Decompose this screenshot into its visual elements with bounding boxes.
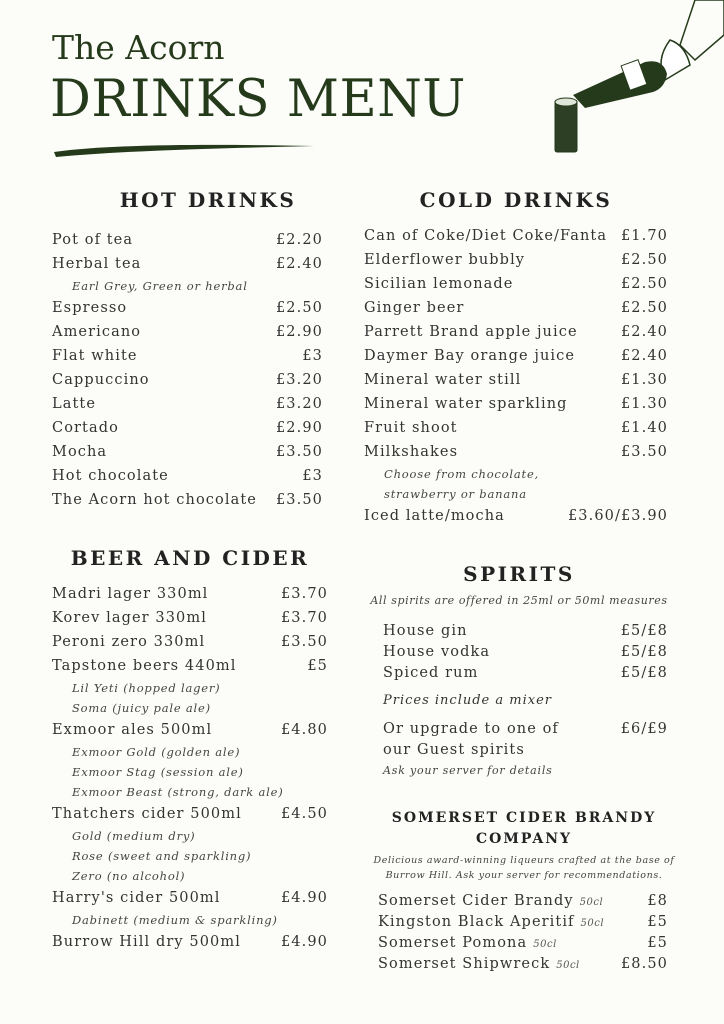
item-name: Ginger beer [364,300,465,316]
menu-item [364,344,668,368]
item-name: House vodka [383,644,491,660]
menu-item-label [52,606,207,630]
item-price: £3.50 [275,492,323,508]
menu-item [52,252,323,276]
menu-item [52,886,328,910]
menu-item-label [364,224,607,248]
item-description: Exmoor Beast (strong, dark ale) [72,785,284,799]
item-name: Pot of tea [52,232,134,248]
menu-item-label [52,416,119,440]
item-name: Peroni zero 330ml [52,634,206,650]
menu-item [364,416,668,440]
item-name: Thatchers cider 500ml [52,806,242,822]
item-name: Herbal tea [52,256,142,272]
item-description: Zero (no alcohol) [72,869,186,883]
menu-item [52,606,328,630]
menu-item-label [52,368,150,392]
item-name: Daymer Bay orange juice [364,348,576,364]
menu-item [52,368,323,392]
menu-item-label [52,802,242,826]
spirits-measure-note: All spirits are offered in 25ml or 50ml measures [370,594,668,607]
menu-item [364,392,668,416]
menu-item [378,954,668,975]
menu-item [364,224,668,248]
item-size: 50cl [533,939,557,950]
menu-item [364,320,668,344]
menu-item-label [378,954,580,975]
menu-item-label [52,252,141,276]
item-name: Latte [52,396,97,412]
ask-server-note: Ask your server for details [383,764,553,777]
item-price: £8.50 [620,956,668,972]
item-name: Tapstone beers 440ml [52,658,237,674]
menu-item-label [383,621,468,642]
item-name: Cortado [52,420,119,436]
item-price: £4.80 [280,722,328,738]
menu-item-label [52,464,169,488]
menu-item-label [364,368,521,392]
item-price: £5/£8 [620,644,668,660]
item-price: £5/£8 [620,623,668,639]
item-price: £3.50 [275,444,323,460]
item-name: Harry's cider 500ml [52,890,221,906]
menu-item-label [52,654,237,678]
menu-item-label [52,392,96,416]
item-price: £5 [647,914,668,930]
cider-brandy-heading-line1: SOMERSET CIDER BRANDY [391,810,657,826]
menu-item-label [52,320,141,344]
menu-item [364,504,668,528]
item-size: 50cl [556,960,580,971]
beer-cider-list [52,582,328,954]
menu-item [364,296,668,320]
cold-drinks-list [364,224,668,528]
item-name: Somerset Shipwreck [378,956,551,972]
item-price: £1.40 [620,420,668,436]
menu-item-label [364,272,513,296]
menu-item-label [52,718,212,742]
item-price: £2.40 [620,324,668,340]
menu-item-label [52,296,127,320]
menu-item-label [383,663,478,684]
item-name: Can of Coke/Diet Coke/Fanta [364,228,608,244]
item-price: £2.90 [275,324,323,340]
item-price: £3.60/£3.90 [567,508,668,524]
menu-item [364,248,668,272]
item-name: Kingston Black Aperitif [378,914,575,930]
item-description: Dabinett (medium & sparkling) [72,913,278,927]
item-price: £2.40 [275,256,323,272]
item-name: Mocha [52,444,108,460]
description-line1: Delicious award-winning liqueurs crafted at the base of [373,855,675,866]
item-description: Lil Yeti (hopped lager) [72,681,221,695]
hot-drinks-list [52,228,323,512]
item-description: Gold (medium dry) [72,829,196,843]
menu-item [383,663,668,684]
menu-item [52,582,328,606]
cider-brandy-heading-line2: COMPANY [476,831,572,847]
menu-item-label [378,933,557,954]
menu-item-label [364,440,458,464]
menu-item [52,320,323,344]
item-description: Exmoor Gold (golden ale) [72,745,241,759]
cider-brandy-heading [364,808,684,850]
item-name: Somerset Cider Brandy [378,893,574,909]
item-price: £5/£8 [620,665,668,681]
item-price: £2.40 [620,348,668,364]
item-name: House gin [383,623,468,639]
item-price: £4.90 [280,890,328,906]
menu-item-label [364,416,458,440]
item-price: £1.30 [620,396,668,412]
item-name: Mineral water still [364,372,522,388]
menu-item [378,933,668,954]
item-price: £3.70 [280,610,328,626]
menu-item [52,416,323,440]
menu-item-label [52,886,221,910]
upgrade-price: £6/£9 [620,721,668,737]
menu-item-label [364,248,525,272]
menu-item [52,630,328,654]
menu-item [364,368,668,392]
item-price: £3.50 [280,634,328,650]
menu-item-label [364,344,575,368]
menu-title: DRINKS MENU [50,70,466,129]
menu-item-label [52,630,205,654]
upgrade-line2: our Guest spirits [383,742,525,758]
beer-cider-heading: BEER AND CIDER [70,546,310,570]
cider-brandy-description [364,853,684,883]
menu-item [52,488,323,512]
menu-item [52,228,323,252]
menu-item-label [52,488,257,512]
item-price: £2.50 [620,252,668,268]
description-line2: Burrow Hill. Ask your server for recommendations. [385,870,663,881]
item-name: Korev lager 330ml [52,610,207,626]
menu-item [364,440,668,464]
item-price: £2.50 [620,300,668,316]
item-name: Parrett Brand apple juice [364,324,578,340]
pouring-bottle-illustration [545,0,724,160]
menu-item-label [364,392,568,416]
cold-drinks-heading: COLD DRINKS [419,188,613,212]
item-price: £8 [647,893,668,909]
menu-item-label [378,912,604,933]
item-price: £4.90 [280,934,328,950]
menu-item [52,654,328,678]
item-name: Milkshakes [364,444,459,460]
menu-item-label [52,344,138,368]
item-name: Americano [52,324,142,340]
menu-item [52,392,323,416]
item-name: Espresso [52,300,128,316]
menu-item-label [52,228,133,252]
hot-drinks-heading: HOT DRINKS [119,188,297,212]
item-name: Sicilian lemonade [364,276,514,292]
mixer-note: Prices include a mixer [383,693,552,708]
item-price: £3.70 [280,586,328,602]
menu-item [52,296,323,320]
item-description: Exmoor Stag (session ale) [72,765,244,779]
item-price: £2.50 [620,276,668,292]
menu-item-label [52,930,241,954]
brush-stroke-divider [52,140,317,160]
menu-item-label [383,642,490,663]
menu-item-label [52,582,208,606]
item-price: £3 [302,468,323,484]
item-price: £2.50 [275,300,323,316]
menu-item-label [364,320,578,344]
menu-item-label [378,891,603,912]
item-size: 50cl [579,897,604,908]
menu-item [52,344,323,368]
spirits-heading: SPIRITS [463,562,575,586]
item-name: Flat white [52,348,138,364]
item-price: £5 [307,658,328,674]
menu-item [378,912,668,933]
item-name: Madri lager 330ml [52,586,209,602]
item-price: £2.20 [275,232,323,248]
item-name: Mineral water sparkling [364,396,568,412]
item-description: strawberry or banana [384,487,527,501]
menu-item [52,802,328,826]
item-price: £3 [302,348,323,364]
item-price: £1.30 [620,372,668,388]
menu-item [378,891,668,912]
item-size: 50cl [580,918,605,929]
menu-item-label [364,296,464,320]
menu-item [383,642,668,663]
item-name: Hot chocolate [52,468,169,484]
menu-item-label [52,440,107,464]
menu-item [383,621,668,642]
item-price: £1.70 [620,228,668,244]
menu-item [52,930,328,954]
upgrade-line1: Or upgrade to one of [383,721,559,737]
item-price: £5 [647,935,668,951]
menu-item [52,464,323,488]
item-name: Spiced rum [383,665,479,681]
item-name: Cappuccino [52,372,150,388]
item-price: £4.50 [280,806,328,822]
item-name: Somerset Pomona [378,935,528,951]
menu-item [52,718,328,742]
item-name: Iced latte/mocha [364,508,505,524]
item-price: £3.50 [620,444,668,460]
item-price: £2.90 [275,420,323,436]
spirits-list [383,621,668,684]
item-name: Exmoor ales 500ml [52,722,213,738]
item-description: Earl Grey, Green or herbal [72,279,248,293]
menu-item [52,440,323,464]
item-description: Soma (juicy pale ale) [72,701,211,715]
cider-brandy-list [378,891,668,975]
item-name: Burrow Hill dry 500ml [52,934,241,950]
item-price: £3.20 [275,372,323,388]
guest-spirits-upgrade [383,719,668,781]
menu-item-label [364,504,505,528]
item-description: Rose (sweet and sparkling) [72,849,252,863]
brand-name: The Acorn [52,28,225,67]
item-name: Elderflower bubbly [364,252,526,268]
menu-item [364,272,668,296]
item-name: Fruit shoot [364,420,458,436]
item-price: £3.20 [275,396,323,412]
item-description: Choose from chocolate, [384,467,540,481]
item-name: The Acorn hot chocolate [52,492,257,508]
